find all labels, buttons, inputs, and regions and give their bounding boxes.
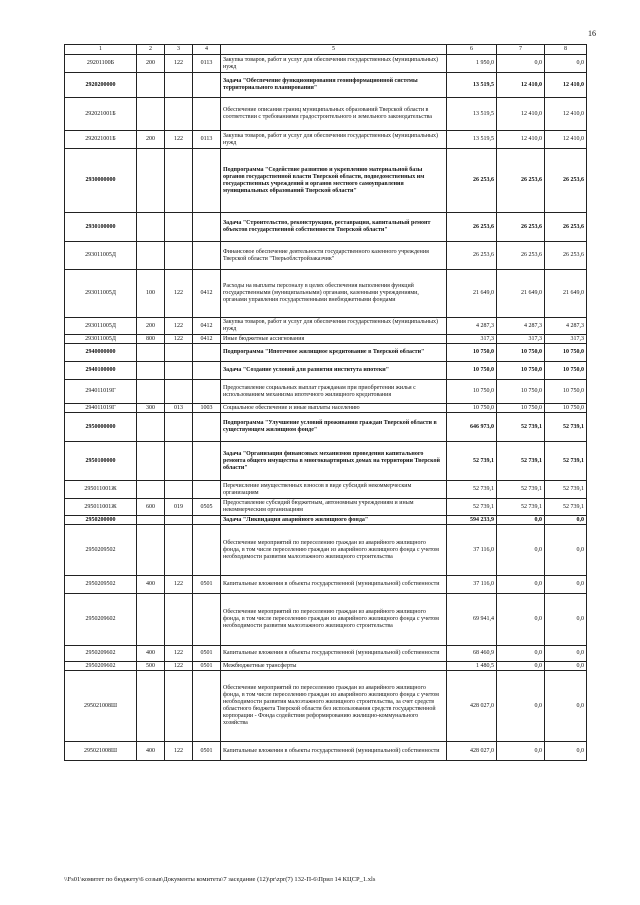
- table-row: [65, 242, 587, 270]
- table-row: [65, 344, 587, 362]
- admin-cell: 122: [165, 270, 193, 318]
- code-cell: 2920200000: [65, 73, 137, 98]
- table-row: [65, 594, 587, 646]
- table-row: [65, 646, 587, 662]
- value-2019-cell: 21 649,0: [545, 270, 587, 318]
- code-cell: 29201100Б: [65, 55, 137, 73]
- value-2018-cell: 52 739,1: [497, 481, 545, 499]
- admin-cell: [165, 594, 193, 646]
- value-2018-cell: 52 739,1: [497, 442, 545, 481]
- value-2018-cell: 0,0: [497, 576, 545, 594]
- value-2019-cell: 12 410,0: [545, 98, 587, 131]
- code-cell: 292021001Б: [65, 131, 137, 149]
- table-row: [65, 213, 587, 242]
- section-cell: [193, 73, 221, 98]
- value-2017-cell: 26 253,6: [447, 242, 497, 270]
- admin-cell: 122: [165, 55, 193, 73]
- type-cell: [137, 242, 165, 270]
- code-cell: 294011019Г: [65, 404, 137, 413]
- value-2017-cell: 1 480,5: [447, 662, 497, 671]
- description-cell: Задача "Создание условий для развития института ипотеки": [221, 362, 447, 380]
- value-2017-cell: 52 739,1: [447, 481, 497, 499]
- value-2019-cell: 4 287,3: [545, 318, 587, 335]
- value-2019-cell: 10 750,0: [545, 380, 587, 404]
- value-2017-cell: 13 519,5: [447, 98, 497, 131]
- description-cell: Подпрограмма "Ипотечное жилищное кредитование в Тверской области": [221, 344, 447, 362]
- section-cell: 0113: [193, 131, 221, 149]
- value-2018-cell: 10 750,0: [497, 380, 545, 404]
- value-2018-cell: 0,0: [497, 525, 545, 576]
- code-cell: 2930000000: [65, 149, 137, 213]
- table-row: [65, 318, 587, 335]
- value-2019-cell: 0,0: [545, 525, 587, 576]
- value-2017-cell: 428 027,0: [447, 742, 497, 761]
- value-2019-cell: 26 253,6: [545, 213, 587, 242]
- value-2018-cell: 52 739,1: [497, 499, 545, 516]
- page-number: 16: [588, 29, 596, 38]
- header-cell: 7: [497, 45, 545, 55]
- section-cell: [193, 516, 221, 525]
- admin-cell: [165, 671, 193, 742]
- value-2017-cell: 13 519,5: [447, 131, 497, 149]
- value-2019-cell: 52 739,1: [545, 413, 587, 442]
- value-2017-cell: 1 950,0: [447, 55, 497, 73]
- value-2018-cell: 26 253,6: [497, 242, 545, 270]
- type-cell: [137, 98, 165, 131]
- code-cell: 2950000000: [65, 413, 137, 442]
- code-cell: 293011005Д: [65, 335, 137, 344]
- section-cell: [193, 525, 221, 576]
- value-2018-cell: 0,0: [497, 671, 545, 742]
- table-row: [65, 481, 587, 499]
- type-cell: 600: [137, 499, 165, 516]
- header-cell: 2: [137, 45, 165, 55]
- value-2019-cell: 26 253,6: [545, 149, 587, 213]
- header-cell: 8: [545, 45, 587, 55]
- type-cell: [137, 671, 165, 742]
- value-2019-cell: 12 410,0: [545, 73, 587, 98]
- header-cell: 6: [447, 45, 497, 55]
- description-cell: Финансовое обеспечение деятельности государственного казенного учреждения Тверской области "Тверьоблстройзаказчик": [221, 242, 447, 270]
- value-2019-cell: 10 750,0: [545, 404, 587, 413]
- description-cell: Обеспечение описания границ муниципальных образований Тверской области в соответствии с требованиями градостроительного и земельного законодательства: [221, 98, 447, 131]
- description-cell: Социальное обеспечение и иные выплаты населению: [221, 404, 447, 413]
- value-2019-cell: 0,0: [545, 594, 587, 646]
- table-row: [65, 671, 587, 742]
- type-cell: 500: [137, 662, 165, 671]
- admin-cell: [165, 344, 193, 362]
- code-cell: 293011005Д: [65, 270, 137, 318]
- value-2018-cell: 10 750,0: [497, 404, 545, 413]
- table-row: [65, 270, 587, 318]
- value-2019-cell: 0,0: [545, 671, 587, 742]
- description-cell: Обеспечение мероприятий по переселению граждан из аварийного жилищного фонда, в том числе переселению граждан из аварийного жилищного фонда с учетом необходимости развития малоэтажного жилищного строительства, за счет средств областного бюджета Тверской области без использования средств государственной корпорации - Фонда содействия реформированию жилищно-коммунального хозяйства: [221, 671, 447, 742]
- value-2019-cell: 0,0: [545, 516, 587, 525]
- code-cell: 295011001Ж: [65, 481, 137, 499]
- description-cell: Закупка товаров, работ и услуг для обеспечения государственных (муниципальных) нужд: [221, 131, 447, 149]
- description-cell: Иные бюджетные ассигнования: [221, 335, 447, 344]
- admin-cell: [165, 242, 193, 270]
- type-cell: 400: [137, 646, 165, 662]
- code-cell: 292021001Б: [65, 98, 137, 131]
- code-cell: 2940000000: [65, 344, 137, 362]
- description-cell: Предоставление субсидий бюджетным, автономным учреждениям и иным некоммерческим организациям: [221, 499, 447, 516]
- admin-cell: 019: [165, 499, 193, 516]
- description-cell: Обеспечение мероприятий по переселению граждан из аварийного жилищного фонда, в том числе переселению граждан из аварийного жилищного фонда с учетом необходимости развития малоэтажного жилищного строительства: [221, 594, 447, 646]
- description-cell: Закупка товаров, работ и услуг для обеспечения государственных (муниципальных) нужд: [221, 318, 447, 335]
- table-row: [65, 576, 587, 594]
- header-cell: 3: [165, 45, 193, 55]
- code-cell: 295021008Ш: [65, 742, 137, 761]
- code-cell: 2950209502: [65, 576, 137, 594]
- value-2018-cell: 0,0: [497, 516, 545, 525]
- type-cell: [137, 362, 165, 380]
- value-2017-cell: 10 750,0: [447, 362, 497, 380]
- value-2018-cell: 4 287,3: [497, 318, 545, 335]
- value-2018-cell: 26 253,6: [497, 213, 545, 242]
- value-2017-cell: 37 116,0: [447, 525, 497, 576]
- code-cell: 2950209602: [65, 646, 137, 662]
- value-2018-cell: 12 410,0: [497, 73, 545, 98]
- section-cell: [193, 344, 221, 362]
- admin-cell: [165, 149, 193, 213]
- code-cell: 293011005Д: [65, 318, 137, 335]
- header-cell: 1: [65, 45, 137, 55]
- admin-cell: 013: [165, 404, 193, 413]
- description-cell: Обеспечение мероприятий по переселению граждан из аварийного жилищного фонда, в том числе переселению граждан из аварийного жилищного фонда с учетом необходимости развития малоэтажного жилищного строительства: [221, 525, 447, 576]
- admin-cell: [165, 362, 193, 380]
- type-cell: [137, 481, 165, 499]
- value-2019-cell: 26 253,6: [545, 242, 587, 270]
- value-2017-cell: 69 941,4: [447, 594, 497, 646]
- value-2017-cell: 10 750,0: [447, 404, 497, 413]
- description-cell: Капитальные вложения в объекты государственной (муниципальной) собственности: [221, 576, 447, 594]
- value-2019-cell: 52 739,1: [545, 499, 587, 516]
- value-2019-cell: 10 750,0: [545, 362, 587, 380]
- value-2018-cell: 0,0: [497, 594, 545, 646]
- admin-cell: [165, 525, 193, 576]
- type-cell: 300: [137, 404, 165, 413]
- header-cell: 5: [221, 45, 447, 55]
- type-cell: [137, 516, 165, 525]
- value-2017-cell: 26 253,6: [447, 149, 497, 213]
- admin-cell: 122: [165, 318, 193, 335]
- value-2017-cell: 13 519,5: [447, 73, 497, 98]
- table-row: [65, 442, 587, 481]
- value-2017-cell: 10 750,0: [447, 380, 497, 404]
- type-cell: 100: [137, 270, 165, 318]
- value-2019-cell: 0,0: [545, 646, 587, 662]
- table-row: [65, 380, 587, 404]
- code-cell: 295021008Ш: [65, 671, 137, 742]
- description-cell: Подпрограмма "Улучшение условий проживания граждан Тверской области в существующем жилищном фонде": [221, 413, 447, 442]
- section-cell: 0412: [193, 318, 221, 335]
- table-row: [65, 413, 587, 442]
- table-row: [65, 131, 587, 149]
- type-cell: [137, 213, 165, 242]
- value-2018-cell: 12 410,0: [497, 131, 545, 149]
- admin-cell: 122: [165, 742, 193, 761]
- value-2017-cell: 52 739,1: [447, 499, 497, 516]
- value-2017-cell: 52 739,1: [447, 442, 497, 481]
- code-cell: 2950200000: [65, 516, 137, 525]
- admin-cell: [165, 380, 193, 404]
- value-2017-cell: 317,3: [447, 335, 497, 344]
- admin-cell: [165, 442, 193, 481]
- table-row: [65, 98, 587, 131]
- description-cell: Предоставление социальных выплат гражданам при приобретении жилья с использованием механизма ипотечного жилищного кредитования: [221, 380, 447, 404]
- value-2018-cell: 0,0: [497, 646, 545, 662]
- section-cell: [193, 362, 221, 380]
- admin-cell: 122: [165, 131, 193, 149]
- value-2017-cell: 68 460,9: [447, 646, 497, 662]
- type-cell: 200: [137, 55, 165, 73]
- code-cell: 2940100000: [65, 362, 137, 380]
- type-cell: 400: [137, 742, 165, 761]
- section-cell: 0501: [193, 646, 221, 662]
- section-cell: 1003: [193, 404, 221, 413]
- value-2018-cell: 52 739,1: [497, 413, 545, 442]
- value-2019-cell: 0,0: [545, 576, 587, 594]
- admin-cell: [165, 413, 193, 442]
- type-cell: 200: [137, 131, 165, 149]
- value-2018-cell: 10 750,0: [497, 344, 545, 362]
- table-row: [65, 742, 587, 761]
- value-2019-cell: 0,0: [545, 662, 587, 671]
- admin-cell: [165, 98, 193, 131]
- value-2018-cell: 0,0: [497, 55, 545, 73]
- value-2019-cell: 12 410,0: [545, 131, 587, 149]
- value-2017-cell: 26 253,6: [447, 213, 497, 242]
- admin-cell: [165, 73, 193, 98]
- admin-cell: [165, 481, 193, 499]
- type-cell: 800: [137, 335, 165, 344]
- section-cell: 0501: [193, 662, 221, 671]
- admin-cell: [165, 213, 193, 242]
- value-2018-cell: 10 750,0: [497, 362, 545, 380]
- table-body: [65, 55, 587, 761]
- value-2017-cell: 594 233,9: [447, 516, 497, 525]
- value-2019-cell: 0,0: [545, 55, 587, 73]
- table-row: [65, 662, 587, 671]
- type-cell: [137, 344, 165, 362]
- table-row: [65, 516, 587, 525]
- value-2017-cell: 428 027,0: [447, 671, 497, 742]
- description-cell: Капитальные вложения в объекты государственной (муниципальной) собственности: [221, 646, 447, 662]
- section-cell: [193, 413, 221, 442]
- section-cell: [193, 98, 221, 131]
- code-cell: 2930100000: [65, 213, 137, 242]
- description-cell: Задача "Обеспечение функционирования геоинформационной системы территориального планирования": [221, 73, 447, 98]
- section-cell: [193, 380, 221, 404]
- type-cell: [137, 525, 165, 576]
- value-2017-cell: 37 116,0: [447, 576, 497, 594]
- section-cell: 0505: [193, 499, 221, 516]
- section-cell: [193, 442, 221, 481]
- table-row: [65, 404, 587, 413]
- type-cell: [137, 73, 165, 98]
- description-cell: Закупка товаров, работ и услуг для обеспечения государственных (муниципальных) нужд: [221, 55, 447, 73]
- type-cell: 400: [137, 576, 165, 594]
- section-cell: [193, 481, 221, 499]
- budget-table: [64, 44, 587, 761]
- table-row: [65, 149, 587, 213]
- section-cell: 0412: [193, 335, 221, 344]
- code-cell: 2950100000: [65, 442, 137, 481]
- value-2019-cell: 0,0: [545, 742, 587, 761]
- value-2018-cell: 21 649,0: [497, 270, 545, 318]
- description-cell: Задача "Строительство, реконструкция, реставрация, капитальный ремонт объектов государственной собственности Тверской области": [221, 213, 447, 242]
- value-2019-cell: 52 739,1: [545, 481, 587, 499]
- code-cell: 294011019Г: [65, 380, 137, 404]
- value-2018-cell: 0,0: [497, 662, 545, 671]
- type-cell: [137, 149, 165, 213]
- description-cell: Задача "Организация финансовых механизмов проведения капитального ремонта общего имущества в многоквартирных домах на территории Тверской области": [221, 442, 447, 481]
- description-cell: Межбюджетные трансферты: [221, 662, 447, 671]
- code-cell: 2950209602: [65, 662, 137, 671]
- section-cell: [193, 594, 221, 646]
- code-cell: 2950209502: [65, 525, 137, 576]
- table-row: [65, 362, 587, 380]
- value-2017-cell: 10 750,0: [447, 344, 497, 362]
- header-cell: 4: [193, 45, 221, 55]
- value-2018-cell: 317,3: [497, 335, 545, 344]
- value-2019-cell: 10 750,0: [545, 344, 587, 362]
- value-2017-cell: 4 287,3: [447, 318, 497, 335]
- type-cell: [137, 442, 165, 481]
- section-cell: 0501: [193, 576, 221, 594]
- table-row: [65, 55, 587, 73]
- table-row: [65, 499, 587, 516]
- table-row: [65, 525, 587, 576]
- admin-cell: 122: [165, 335, 193, 344]
- section-cell: [193, 213, 221, 242]
- section-cell: 0412: [193, 270, 221, 318]
- value-2018-cell: 12 410,0: [497, 98, 545, 131]
- value-2018-cell: 0,0: [497, 742, 545, 761]
- code-cell: 2950209602: [65, 594, 137, 646]
- description-cell: Подпрограмма "Содействие развитию и укреплению материальной базы органов государственной власти Тверской области, подведомственных им государственных учреждений и органов местного самоуправления муниципальных образований Тверской области": [221, 149, 447, 213]
- description-cell: Расходы на выплаты персоналу в целях обеспечения выполнения функций государственными (муниципальными) органами, казенными учреждениями, органами управления государственными внебюджетными фондами: [221, 270, 447, 318]
- value-2019-cell: 317,3: [545, 335, 587, 344]
- admin-cell: 122: [165, 646, 193, 662]
- table-row: [65, 335, 587, 344]
- code-cell: 295011001Ж: [65, 499, 137, 516]
- type-cell: 200: [137, 318, 165, 335]
- section-cell: 0113: [193, 55, 221, 73]
- section-cell: [193, 671, 221, 742]
- admin-cell: 122: [165, 662, 193, 671]
- value-2017-cell: 21 649,0: [447, 270, 497, 318]
- type-cell: [137, 594, 165, 646]
- type-cell: [137, 413, 165, 442]
- value-2017-cell: 646 973,0: [447, 413, 497, 442]
- section-cell: [193, 242, 221, 270]
- code-cell: 293011005Д: [65, 242, 137, 270]
- description-cell: Перечисление имущественных взносов в виде субсидий некоммерческим организациям: [221, 481, 447, 499]
- admin-cell: [165, 516, 193, 525]
- header-row: [65, 45, 587, 55]
- value-2019-cell: 52 739,1: [545, 442, 587, 481]
- description-cell: Задача "Ликвидация аварийного жилищного фонда": [221, 516, 447, 525]
- section-cell: 0501: [193, 742, 221, 761]
- table-row: [65, 73, 587, 98]
- type-cell: [137, 380, 165, 404]
- section-cell: [193, 149, 221, 213]
- value-2018-cell: 26 253,6: [497, 149, 545, 213]
- description-cell: Капитальные вложения в объекты государственной (муниципальной) собственности: [221, 742, 447, 761]
- admin-cell: 122: [165, 576, 193, 594]
- file-path-footer: \\Fs01\комитет по бюджету\6 созыв\Документы комитета\7 заседание (12)\pr\zpr(7) 132-П-6\Прил 14 КЦСР_1.xls: [64, 876, 376, 883]
